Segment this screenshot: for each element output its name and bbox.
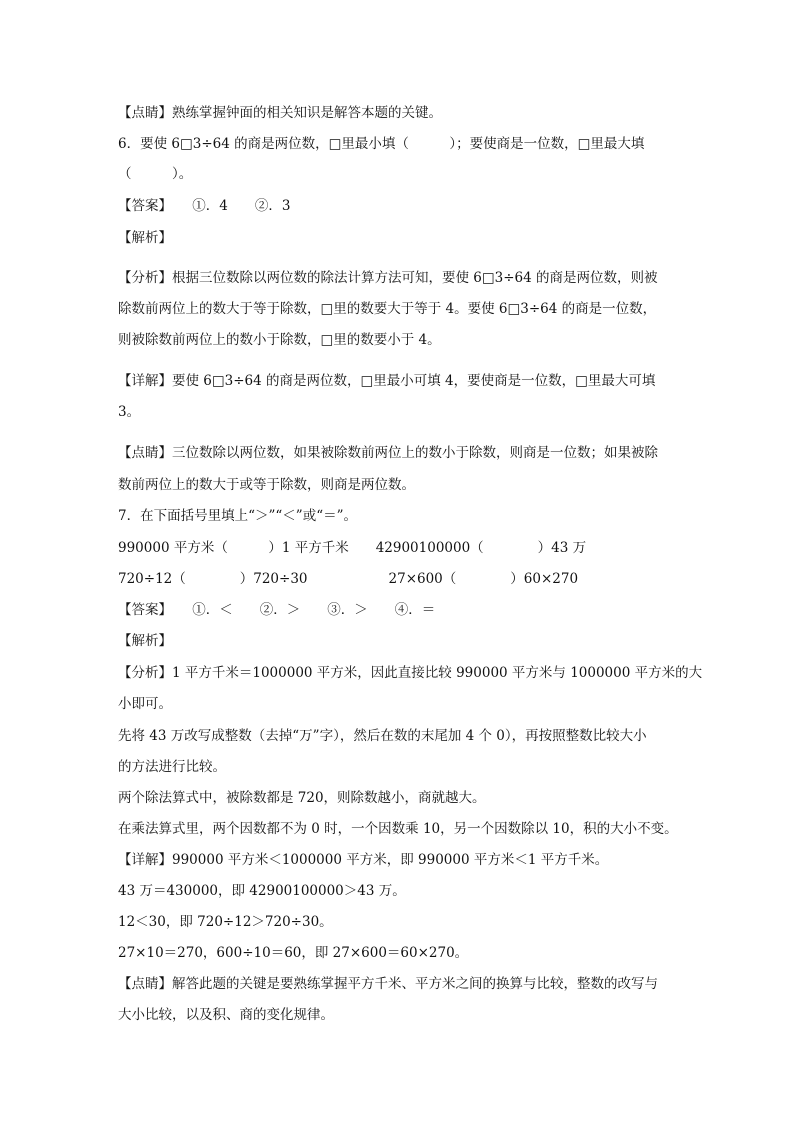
q7-fenxi-line-2: 小即可。 (118, 696, 172, 712)
q7-fenxi-line-1: 【分析】1 平方千米＝1000000 平方米，因此直接比较 990000 平方米与 1000000 平方米的大 (118, 665, 703, 681)
q7-fenxi-line-6: 在乘法算式里，两个因数都不为 0 时，一个因数乘 10，另一个因数除以 10，积的大小不变。 (118, 821, 678, 837)
q6-xiangjie-line-1: 【详解】要使 6□3÷64 的商是两位数，□里最小可填 4，要使商是一位数，□里最大可填 (118, 373, 656, 389)
q7-fenxi-line-3: 先将 43 万改写成整数（去掉“万”字），然后在数的末尾加 4 个 0），再按照整数比较大小 (118, 728, 647, 744)
q6-question-line-2: （ ）。 (118, 166, 193, 182)
q7-xiangjie-line-1: 【详解】990000 平方米＜1000000 平方米，即 990000 平方米＜1 平方千米。 (118, 852, 609, 868)
q5-dianjing: 【点睛】熟练掌握钟面的相关知识是解答本题的关键。 (118, 105, 442, 121)
q6-xiangjie-line-2: 3。 (118, 404, 141, 420)
q7-question: 7．在下面括号里填上“＞”“＜”或“＝”。 (118, 508, 357, 524)
q7-fenxi-line-5: 两个除法算式中，被除数都是 720，则除数越小，商就越大。 (118, 790, 486, 806)
q6-fenxi-line-3: 则被除数前两位上的数小于除数，□里的数要小于 4。 (118, 332, 441, 348)
q7-row-2: 720÷12（ ）720÷30 27×600（ ）60×270 (118, 571, 579, 587)
q7-xiangjie-line-4: 27×10＝270，600÷10＝60，即 27×600＝60×270。 (118, 945, 469, 961)
q6-jiexi-heading: 【解析】 (118, 230, 172, 246)
q7-jiexi-heading: 【解析】 (118, 633, 172, 649)
q7-xiangjie-line-3: 12＜30，即 720÷12＞720÷30。 (118, 914, 333, 930)
q7-dianjing-line-2: 大小比较，以及积、商的变化规律。 (118, 1007, 334, 1023)
q6-answer: 【答案】 ①．4 ②．3 (118, 198, 291, 214)
q7-answer: 【答案】 ①．＜ ②．＞ ③．＞ ④．＝ (118, 602, 436, 618)
q6-dianjing-line-2: 数前两位上的数大于或等于除数，则商是两位数。 (118, 477, 415, 493)
q6-fenxi-line-1: 【分析】根据三位数除以两位数的除法计算方法可知，要使 6□3÷64 的商是两位数，则被 (118, 270, 658, 286)
q7-row-1: 990000 平方米（ ）1 平方千米 42900100000（ ）43 万 (118, 540, 587, 556)
q7-xiangjie-line-2: 43 万＝430000，即 42900100000＞43 万。 (118, 883, 406, 899)
q7-dianjing-line-1: 【点睛】解答此题的关键是要熟练掌握平方千米、平方米之间的换算与比较，整数的改写与 (118, 976, 658, 992)
q6-question-line-1: 6．要使 6□3÷64 的商是两位数，□里最小填（ ）；要使商是一位数，□里最大填 (118, 136, 645, 152)
q6-fenxi-line-2: 除数前两位上的数大于等于除数，□里的数要大于等于 4。要使 6□3÷64 的商是一位数， (118, 301, 657, 317)
q6-dianjing-line-1: 【点睛】三位数除以两位数，如果被除数前两位上的数小于除数，则商是一位数；如果被除 (118, 445, 658, 461)
q7-fenxi-line-4: 的方法进行比较。 (118, 759, 226, 775)
